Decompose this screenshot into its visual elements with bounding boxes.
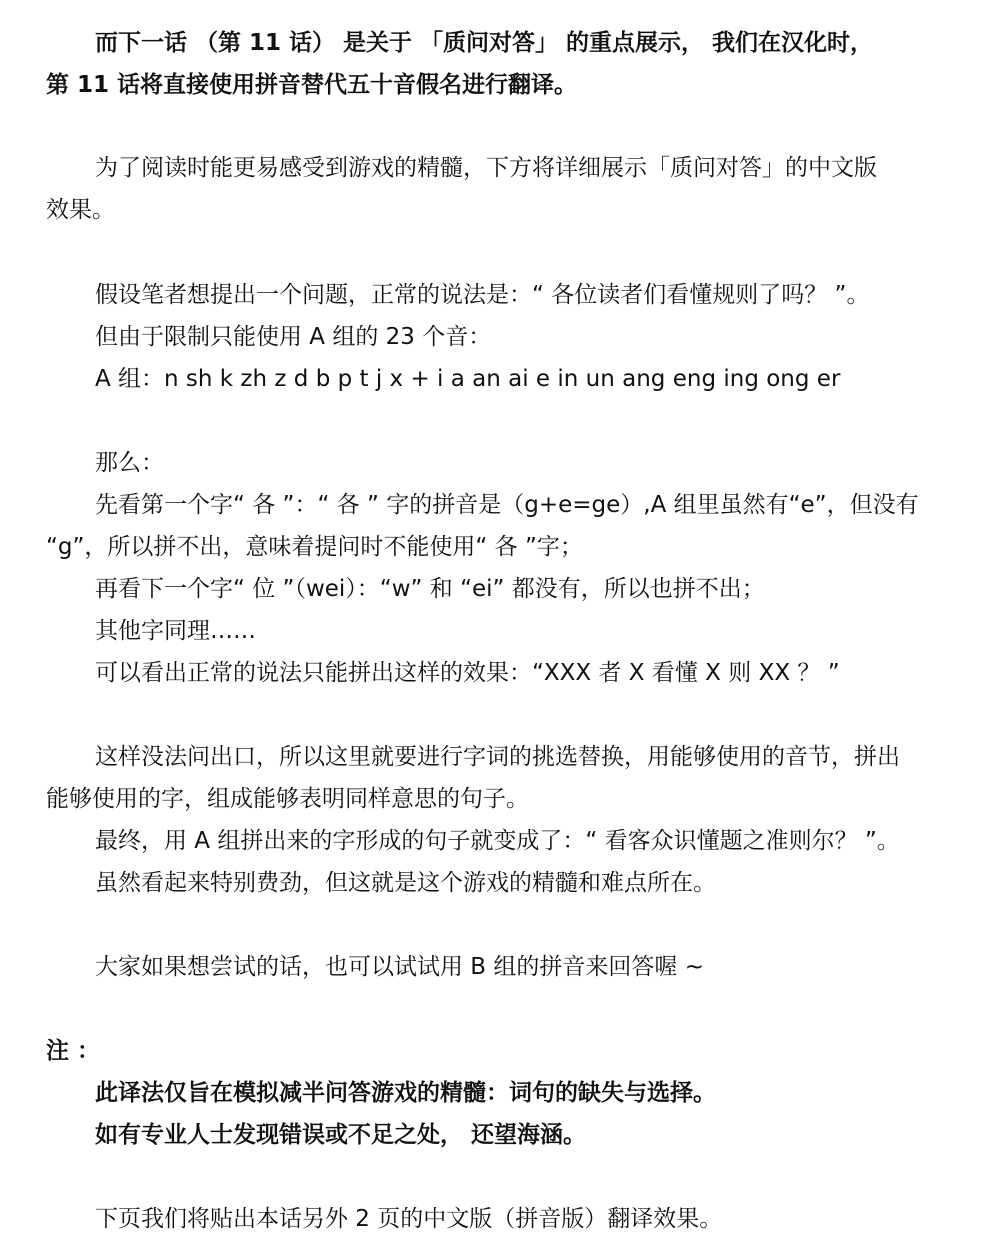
intro-line-2: 第 11 话将直接使用拼音替代五十音假名进行翻译。: [46, 72, 578, 98]
purpose-line-2: 效果。: [46, 197, 115, 223]
restriction-line: 但由于限制只能使用 A 组的 23 个音：: [95, 324, 492, 350]
note-line-1: 此译法仅旨在模拟减半问答游戏的精髓：词句的缺失与选择。: [95, 1080, 716, 1106]
substitution-line-2: 能够使用的字，组成能够表明同样意思的句子。: [46, 786, 529, 812]
group-a-syllables-line: A 组：n sh k zh z d b p t j x + i a an ai e in un ang eng ing ong er: [95, 366, 841, 392]
note-label: 注 ：: [46, 1038, 101, 1064]
second-char-line: 再看下一个字“ 位 ”（wei）：“w” 和 “ei” 都没有，所以也拼不出；: [95, 576, 765, 602]
first-char-line-1: 先看第一个字“ 各 ”：“ 各 ” 字的拼音是（g+e=ge）,A 组里虽然有“e”，但没有: [95, 492, 919, 518]
note-line-2: 如有专业人士发现错误或不足之处， 还望海涵。: [95, 1122, 587, 1148]
normal-result-line: 可以看出正常的说法只能拼出这样的效果：“XXX 者 X 看懂 X 则 XX ？ ”: [95, 660, 840, 686]
intro-line-1: 而下一话 （第 11 话） 是关于 「质问对答」 的重点展示， 我们在汉化时，: [95, 30, 874, 56]
substitution-line-1: 这样没法问出口，所以这里就要进行字词的挑选替换，用能够使用的音节，拼出: [95, 744, 900, 770]
next-page-line: 下页我们将贴出本话另外 2 页的中文版（拼音版）翻译效果。: [95, 1206, 723, 1232]
difficulty-line: 虽然看起来特别费劲，但这就是这个游戏的精髓和难点所在。: [95, 870, 716, 896]
others-line: 其他字同理……: [95, 618, 256, 644]
example-question-line: 假设笔者想提出一个问题，正常的说法是：“ 各位读者们看懂规则了吗？ ”。: [95, 282, 870, 308]
first-char-line-2: “g”，所以拼不出，意味着提问时不能使用“ 各 ”字；: [46, 534, 583, 560]
final-sentence-line: 最终，用 A 组拼出来的字形成的句子就变成了：“ 看客众识懂题之准则尔？ ”。: [95, 828, 900, 854]
invitation-line: 大家如果想尝试的话，也可以试试用 B 组的拼音来回答喔 ~: [95, 954, 704, 980]
then-line: 那么：: [95, 450, 164, 476]
purpose-line-1: 为了阅读时能更易感受到游戏的精髓，下方将详细展示「质问对答」的中文版: [95, 155, 877, 181]
